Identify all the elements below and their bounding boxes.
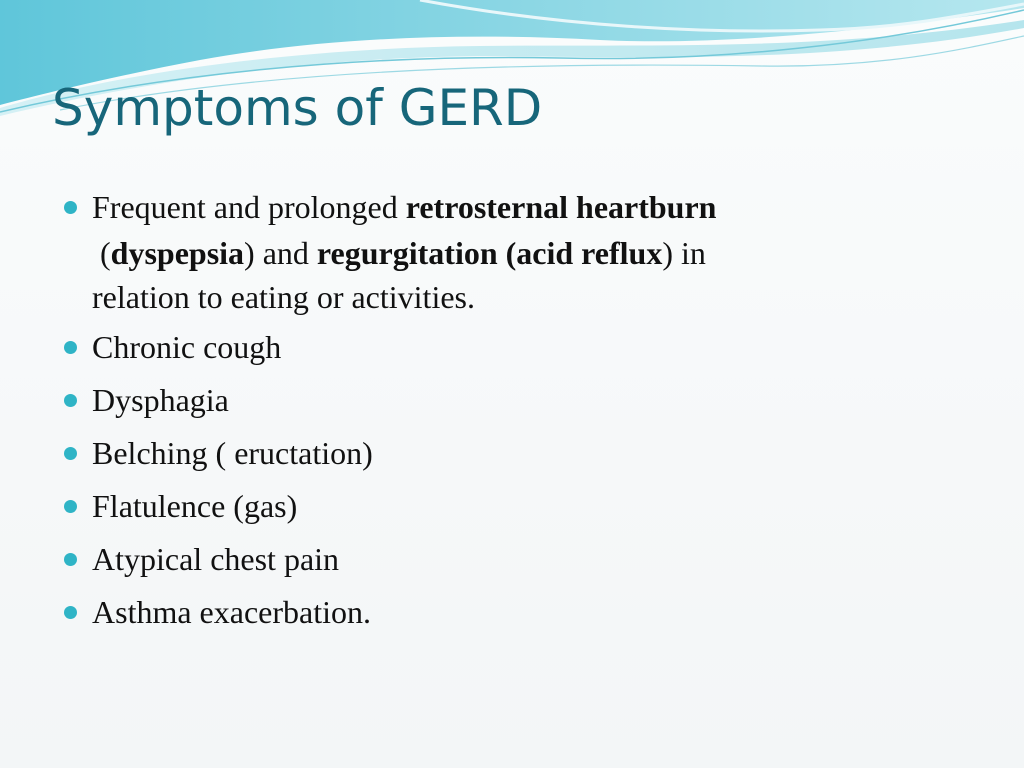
bullet-text: (: [100, 235, 111, 271]
bullet-dot-icon: [64, 447, 77, 460]
bullet-text: Flatulence (gas): [92, 488, 298, 524]
list-item: [62, 377, 962, 423]
list-item: [62, 589, 962, 635]
list-item: [62, 430, 962, 476]
bullet-text: ) and: [244, 235, 317, 271]
list-item: [62, 483, 962, 529]
bullet-dot-icon: [64, 553, 77, 566]
bullet-line: [92, 276, 962, 318]
bullet-line: [92, 184, 962, 230]
bullet-text: Chronic cough: [92, 329, 282, 365]
bullet-text-bold: dyspepsia: [110, 235, 245, 271]
bullet-dot-icon: [64, 341, 77, 354]
bullet-text: Frequent and prolonged: [92, 189, 406, 225]
bullet-dot-icon: [64, 201, 77, 214]
list-item: [62, 536, 962, 582]
bullet-text: ) in: [662, 235, 706, 271]
bullet-text: Belching ( eructation): [92, 435, 373, 471]
bullet-text-bold: retrosternal heartburn: [405, 189, 717, 225]
list-item: [62, 324, 962, 370]
bullet-text: Atypical chest pain: [92, 541, 340, 577]
bullet-dot-icon: [64, 394, 77, 407]
slide-title: Symptoms of GERD: [52, 79, 543, 137]
symptom-list: [62, 184, 962, 642]
list-item: [62, 184, 962, 318]
bullet-text: Dysphagia: [92, 382, 229, 418]
bullet-text: Asthma exacerbation.: [92, 594, 371, 630]
bullet-text: relation to eating or activities.: [92, 279, 475, 315]
bullet-dot-icon: [64, 606, 77, 619]
bullet-text-bold: regurgitation (acid reflux: [316, 235, 663, 271]
bullet-dot-icon: [64, 500, 77, 513]
bullet-line: [92, 230, 962, 276]
